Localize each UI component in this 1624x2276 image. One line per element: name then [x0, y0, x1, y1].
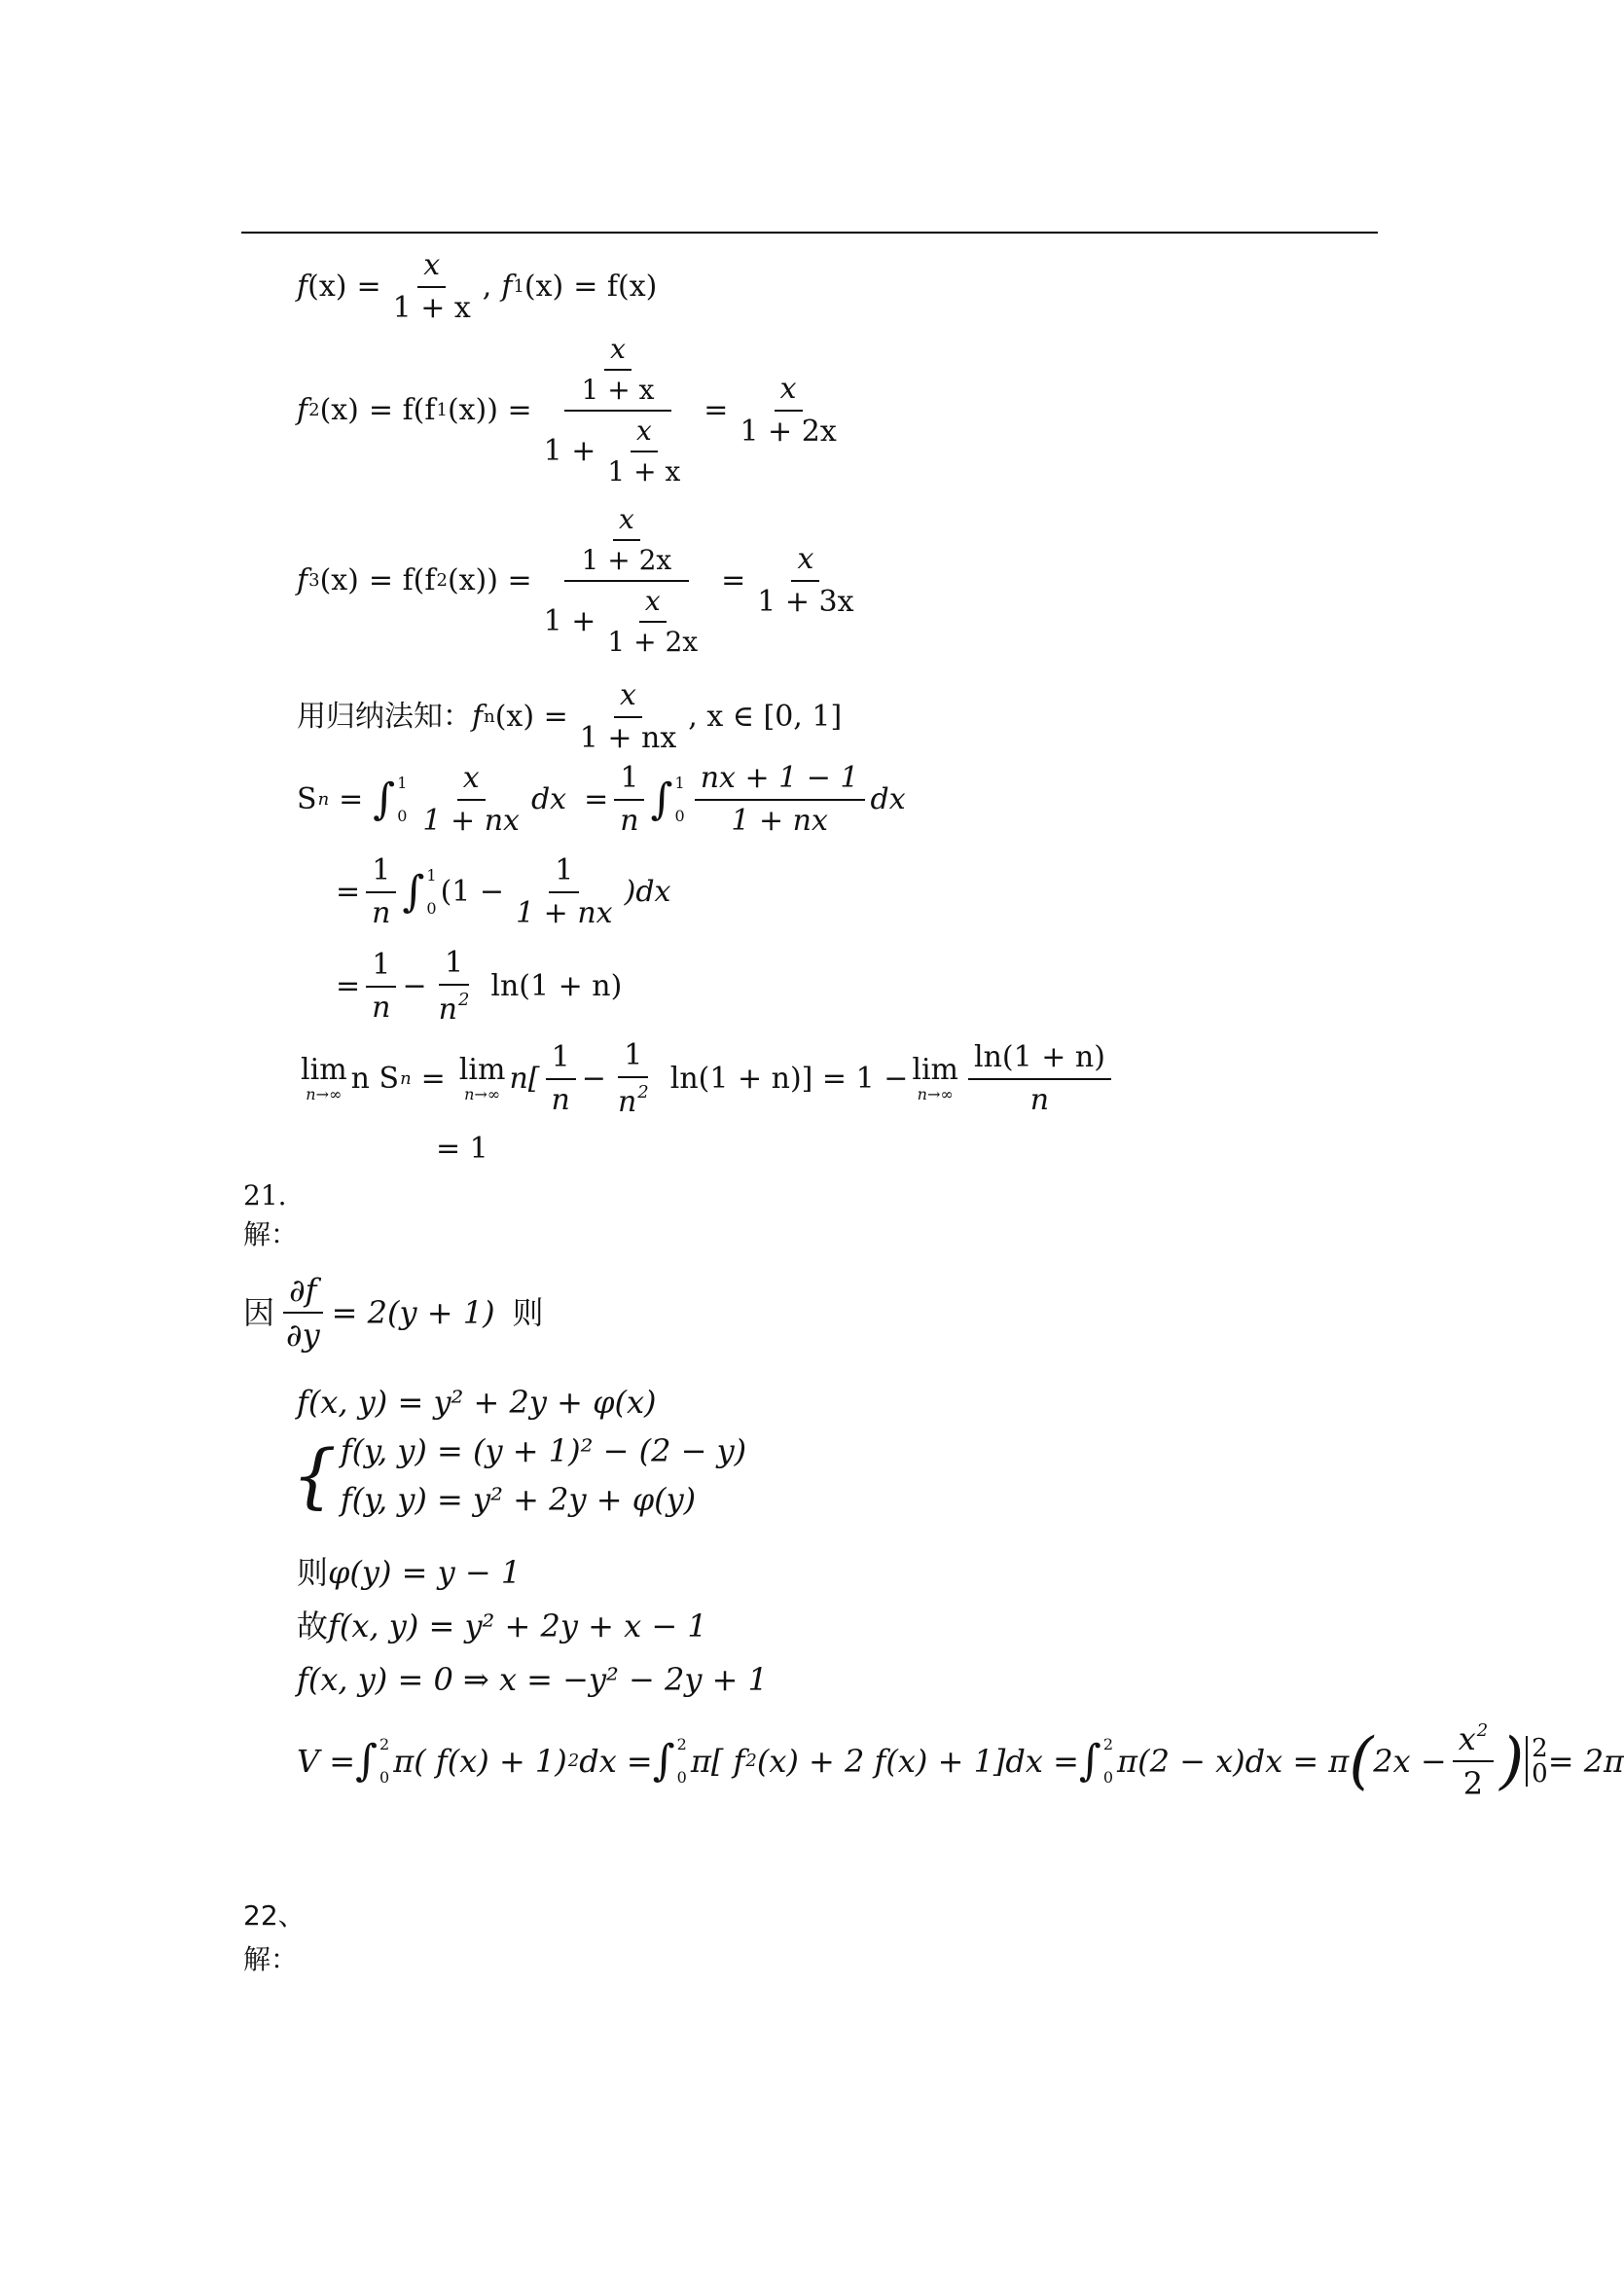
- equation-f-definition: f (x) = $\frac{x}{1 + x}$ , f 1 (x) = f(x): [297, 248, 658, 325]
- question-22-solution-label: 解：: [243, 1943, 299, 1975]
- q21-phi: 则 φ(y) = y − 1: [297, 1554, 522, 1591]
- q21-system: { f(y, y) = (y + 1)² − (2 − y) f(y, y) = y² + 2y + φ(y): [292, 1432, 747, 1518]
- arg: (x): [307, 270, 347, 304]
- equation-sn-3: = $\frac{1}{n}$ − $\frac{1}{n^2}$ ln(1 + n): [336, 946, 623, 1027]
- q21-zero: f(x, y) = 0 ⇒ x = −y² − 2y + 1: [297, 1661, 768, 1698]
- q21-result: 故 f(x, y) = y² + 2y + x − 1: [297, 1608, 707, 1644]
- q21-f: f(x, y) = y² + 2y + φ(x): [297, 1384, 657, 1421]
- result-fraction: $\frac{x}{1 + 2x}$: [740, 372, 837, 449]
- header-rule: [241, 232, 1378, 234]
- equation-f2: f 2 (x) = f(f 1 (x)) = $\frac{x}{1 + x}$ 1 + $\frac{x}{1 + x}$ = $\frac{x}{1 + 2x}$: [297, 336, 848, 486]
- equation-f3: f 3 (x) = f(f 2 (x)) = $\frac{x}{1 + 2x}$ 1 + $\frac{x}{1 + 2x}$ = $\frac{x}{1 + 3x}$: [297, 506, 866, 656]
- compound-fraction: $\frac{x}{1 + x}$ 1 + $\frac{x}{1 + x}$: [543, 333, 681, 488]
- equals: =: [356, 270, 381, 304]
- equation-sn-1: S n = ∫ 1 0 $\frac{x}{1 + nx}$ dx = $\frac{1}{n}$ ∫ 1 0 $\frac{nx + 1 - 1}{1 + nx}$ dx: [297, 761, 906, 838]
- equation-induction: 用归纳法知： f n (x) = $\frac{x}{1 + nx}$ , x ∈ [0, 1]: [297, 678, 843, 755]
- fraction: $\frac{x}{1 + x}$: [392, 248, 471, 325]
- equation-sn-2: = $\frac{1}{n}$ ∫ 1 0 (1 − $\frac{1}{1 + nx}$ )dx: [336, 853, 671, 930]
- symbol-f: f: [297, 270, 308, 304]
- compound-fraction: $\frac{x}{1 + 2x}$ 1 + $\frac{x}{1 + 2x}$: [543, 503, 699, 658]
- result-fraction: $\frac{x}{1 + 3x}$: [757, 542, 854, 619]
- system-row: f(y, y) = y² + 2y + φ(y): [340, 1481, 697, 1518]
- q21-given: 因 $\frac{\partial f}{\partial y}$ = 2(y + 1) 则: [243, 1272, 544, 1354]
- question-21-solution-label: 解：: [243, 1218, 299, 1250]
- equation-limit-result: = 1: [436, 1132, 488, 1166]
- question-21-label: 21.: [243, 1179, 287, 1211]
- equation-limit: lim n→∞ n S n = lim n→∞ n[ $\frac{1}{n}$ − $\frac{1}{n^2}$ ln(1 + n)] = 1 − lim n→∞ $\frac{\ln(1 + n)}{n}$: [297, 1041, 1117, 1117]
- question-22-label: 22、: [243, 1899, 306, 1932]
- system-row: f(y, y) = (y + 1)² − (2 − y): [340, 1432, 747, 1469]
- q21-volume: V = ∫ 2 0 π( f(x) + 1) 2 dx = ∫ 2 0 π[ f 2 (x) + 2 f(x) + 1]dx = ∫ 2 0 π(2 − x)dx = π ( 2x − $\frac{x^2}{2}$ ) 2 0 = 2π: [297, 1720, 1624, 1802]
